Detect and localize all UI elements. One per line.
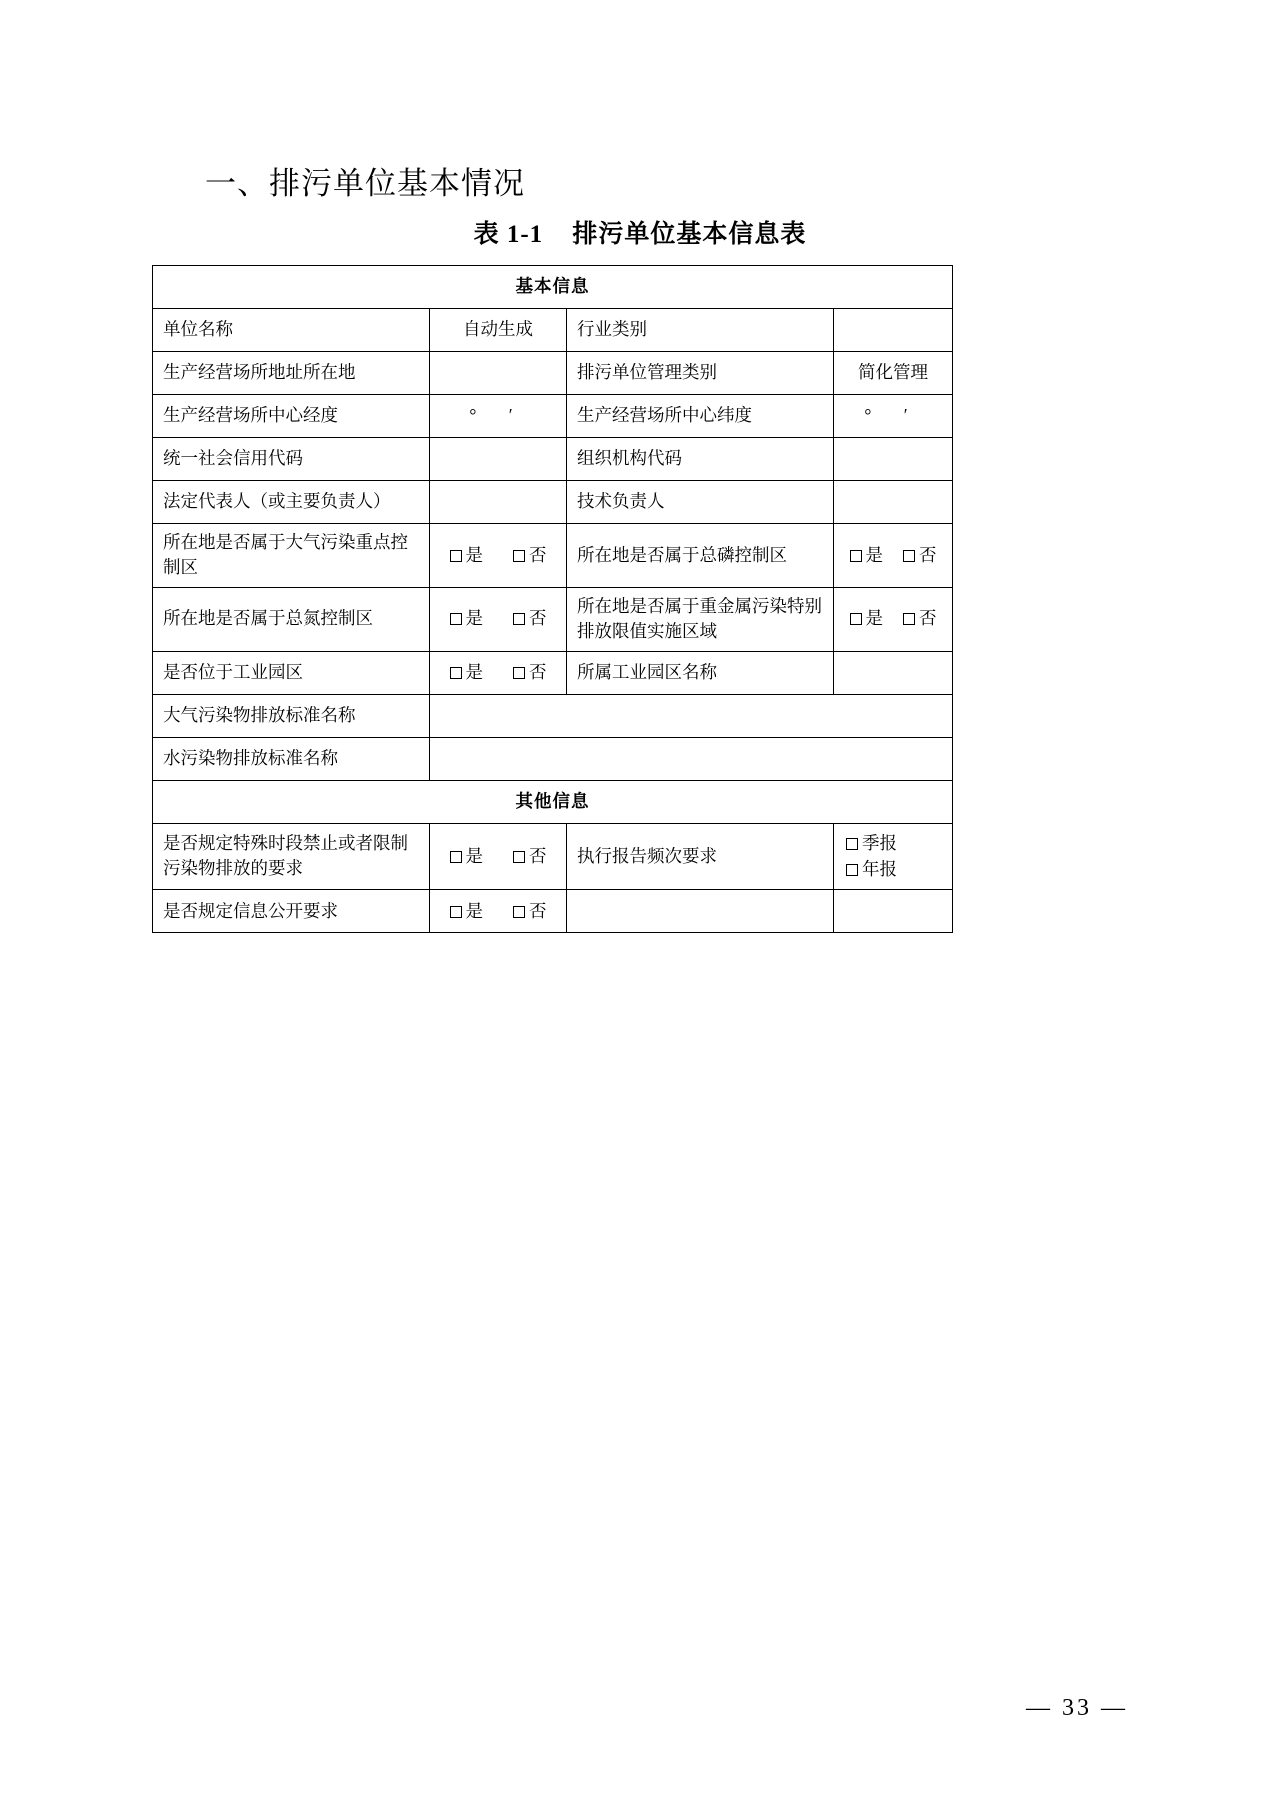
table-title-number: 表 1-1 <box>473 221 544 248</box>
water-standard-label: 水污染物排放标准名称 <box>153 737 430 780</box>
industry-label: 行业类别 <box>567 309 834 352</box>
checkbox-label: 否 <box>529 661 547 682</box>
checkbox-label: 否 <box>919 544 937 565</box>
checkbox-icon[interactable] <box>513 550 525 562</box>
longitude-value[interactable]: ° ′ <box>430 395 567 438</box>
basic-info-table <box>152 265 953 933</box>
table-row <box>153 438 953 481</box>
info-public-options[interactable] <box>430 890 567 933</box>
checkbox-icon[interactable] <box>513 906 525 918</box>
table-row <box>153 266 953 309</box>
air-standard-value[interactable] <box>430 694 953 737</box>
checkbox-label: 否 <box>529 608 547 629</box>
checkbox-label: 是 <box>465 845 483 866</box>
checkbox-yes[interactable] <box>850 543 884 568</box>
report-freq-options[interactable] <box>834 823 953 890</box>
total-n-area-options[interactable] <box>430 587 567 651</box>
checkbox-icon[interactable] <box>450 613 462 625</box>
park-name-label: 所属工业园区名称 <box>567 651 834 694</box>
latitude-label: 生产经营场所中心纬度 <box>567 395 834 438</box>
checkbox-icon[interactable] <box>903 613 915 625</box>
page-number: — 33 — <box>1026 1695 1128 1721</box>
info-public-extra-1[interactable] <box>567 890 834 933</box>
report-freq-label: 执行报告频次要求 <box>567 823 834 890</box>
credit-code-value[interactable] <box>430 438 567 481</box>
air-key-area-options[interactable] <box>430 524 567 588</box>
unit-name-value[interactable]: 自动生成 <box>430 309 567 352</box>
table-row <box>153 587 953 651</box>
table-title-text: 排污单位基本信息表 <box>572 221 807 248</box>
checkbox-annual[interactable] <box>844 857 942 882</box>
checkbox-yes[interactable] <box>450 543 484 568</box>
table-row <box>153 694 953 737</box>
special-period-options[interactable] <box>430 823 567 890</box>
section-title: 一、排污单位基本情况 <box>205 166 525 201</box>
address-value[interactable] <box>430 352 567 395</box>
info-public-label: 是否规定信息公开要求 <box>153 890 430 933</box>
checkbox-label: 是 <box>865 544 883 565</box>
tech-person-label: 技术负责人 <box>567 481 834 524</box>
table-row <box>153 823 953 890</box>
special-period-label: 是否规定特殊时段禁止或者限制污染物排放的要求 <box>153 823 430 890</box>
checkbox-label: 是 <box>465 661 483 682</box>
checkbox-yes[interactable] <box>450 899 484 924</box>
checkbox-no[interactable] <box>513 660 547 685</box>
checkbox-no[interactable] <box>513 543 547 568</box>
checkbox-yes[interactable] <box>850 606 884 631</box>
table-row <box>153 309 953 352</box>
checkbox-label: 否 <box>529 544 547 565</box>
heavy-metal-area-label: 所在地是否属于重金属污染特别排放限值实施区域 <box>567 587 834 651</box>
info-public-extra-2[interactable] <box>834 890 953 933</box>
legal-person-label: 法定代表人（或主要负责人） <box>153 481 430 524</box>
checkbox-label: 否 <box>919 608 937 629</box>
air-standard-label: 大气污染物排放标准名称 <box>153 694 430 737</box>
air-key-area-label: 所在地是否属于大气污染重点控制区 <box>153 524 430 588</box>
table-row <box>153 780 953 823</box>
checkbox-label: 季报 <box>862 832 897 853</box>
checkbox-icon[interactable] <box>846 864 858 876</box>
unit-name-label: 单位名称 <box>153 309 430 352</box>
checkbox-no[interactable] <box>903 543 937 568</box>
checkbox-label: 是 <box>465 608 483 629</box>
checkbox-label: 年报 <box>862 858 897 879</box>
legal-person-value[interactable] <box>430 481 567 524</box>
water-standard-value[interactable] <box>430 737 953 780</box>
checkbox-yes[interactable] <box>450 844 484 869</box>
checkbox-icon[interactable] <box>450 550 462 562</box>
table-row <box>153 890 953 933</box>
checkbox-no[interactable] <box>903 606 937 631</box>
table-row <box>153 524 953 588</box>
industry-value[interactable] <box>834 309 953 352</box>
manage-type-label: 排污单位管理类别 <box>567 352 834 395</box>
heavy-metal-area-options[interactable] <box>834 587 953 651</box>
checkbox-icon[interactable] <box>513 851 525 863</box>
org-code-label: 组织机构代码 <box>567 438 834 481</box>
checkbox-no[interactable] <box>513 606 547 631</box>
checkbox-icon[interactable] <box>450 667 462 679</box>
total-n-area-label: 所在地是否属于总氮控制区 <box>153 587 430 651</box>
checkbox-icon[interactable] <box>850 550 862 562</box>
longitude-label: 生产经营场所中心经度 <box>153 395 430 438</box>
checkbox-icon[interactable] <box>513 613 525 625</box>
org-code-value[interactable] <box>834 438 953 481</box>
checkbox-icon[interactable] <box>850 613 862 625</box>
table-title <box>0 214 1280 250</box>
checkbox-label: 否 <box>529 845 547 866</box>
manage-type-value[interactable]: 简化管理 <box>834 352 953 395</box>
section-header-basic: 基本信息 <box>153 266 953 309</box>
table-row <box>153 352 953 395</box>
section-header-other: 其他信息 <box>153 780 953 823</box>
checkbox-icon[interactable] <box>513 667 525 679</box>
table-row <box>153 481 953 524</box>
checkbox-label: 是 <box>465 900 483 921</box>
checkbox-icon[interactable] <box>846 838 858 850</box>
credit-code-label: 统一社会信用代码 <box>153 438 430 481</box>
total-p-area-label: 所在地是否属于总磷控制区 <box>567 524 834 588</box>
checkbox-icon[interactable] <box>903 550 915 562</box>
checkbox-label: 是 <box>865 608 883 629</box>
checkbox-label: 是 <box>465 544 483 565</box>
tech-person-value[interactable] <box>834 481 953 524</box>
checkbox-no[interactable] <box>513 899 547 924</box>
checkbox-yes[interactable] <box>450 606 484 631</box>
in-park-options[interactable] <box>430 651 567 694</box>
table-row <box>153 651 953 694</box>
checkbox-icon[interactable] <box>450 906 462 918</box>
address-label: 生产经营场所地址所在地 <box>153 352 430 395</box>
table-row <box>153 737 953 780</box>
checkbox-icon[interactable] <box>450 851 462 863</box>
checkbox-no[interactable] <box>513 844 547 869</box>
in-park-label: 是否位于工业园区 <box>153 651 430 694</box>
park-name-value[interactable] <box>834 651 953 694</box>
checkbox-label: 否 <box>529 900 547 921</box>
latitude-value[interactable]: ° ′ <box>834 395 953 438</box>
total-p-area-options[interactable] <box>834 524 953 588</box>
checkbox-quarterly[interactable] <box>844 831 942 856</box>
table-row <box>153 395 953 438</box>
checkbox-yes[interactable] <box>450 660 484 685</box>
